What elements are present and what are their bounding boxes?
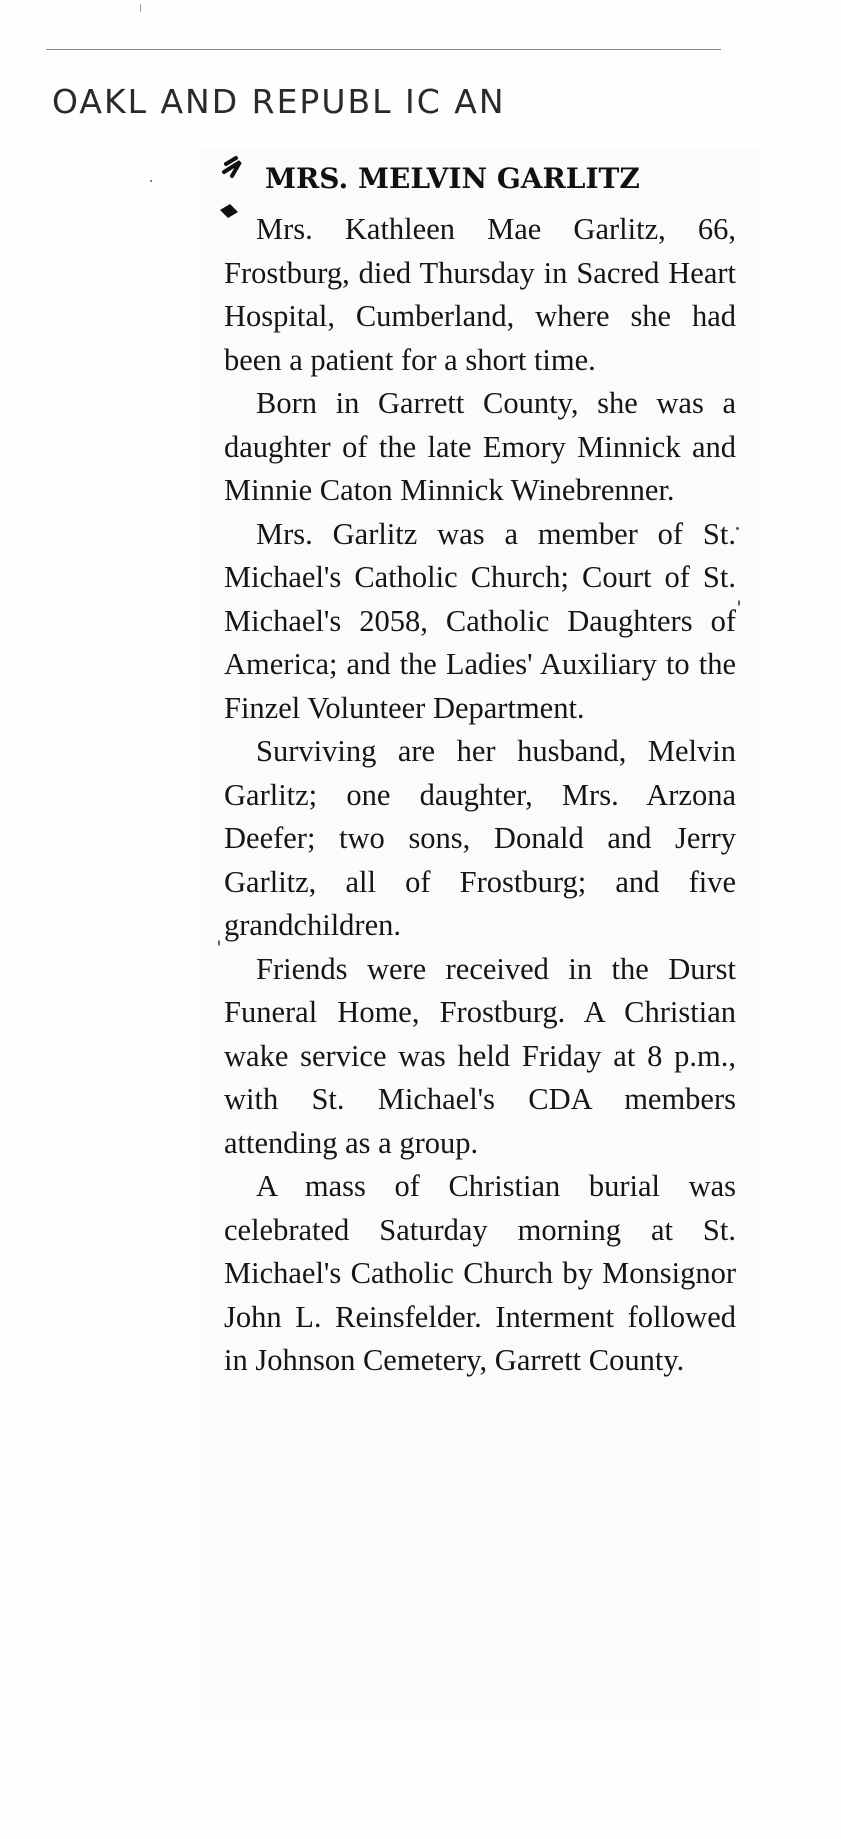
scan-speck <box>218 940 220 946</box>
newspaper-masthead: OAKL AND REPUBL IC AN <box>52 82 506 121</box>
obituary-body <box>224 208 736 1383</box>
scan-speck <box>150 180 152 182</box>
obituary-paragraph: Surviving are her husband, Melvin Garlitz; one daughter, Mrs. Arzona Deefer; two sons, Donald and Jerry Garlitz, all of Frostburg; and five grandchildren. <box>224 734 736 942</box>
obituary-paragraph: Mrs. Garlitz was a member of St. Michael's Catholic Church; Court of St. Michael's 2058, Catholic Daughters of America; and the Ladies' Auxiliary to the Finzel Volunteer Department. <box>224 516 736 725</box>
obituary-paragraph: Born in Garrett County, she was a daughter of the late Emory Minnick and Minnie Caton Minnick Winebrenner. <box>224 386 736 507</box>
obituary-paragraph: Friends were received in the Durst Funeral Home, Frostburg. A Christian wake service was held Friday at 8 p.m., with St. Michael's CDA members attending as a group. <box>224 951 736 1160</box>
scan-speck <box>736 527 739 530</box>
obituary-paragraph: Mrs. Kathleen Mae Garlitz, 66, Frostburg, died Thursday in Sacred Heart Hospital, Cumberland, where she had been a patient for a short time. <box>224 212 736 377</box>
scan-speck <box>738 600 740 606</box>
scan-mark <box>140 4 141 12</box>
top-rule <box>46 49 721 50</box>
obituary-headline: MRS. MELVIN GARLITZ <box>265 162 640 195</box>
obituary-paragraph: A mass of Christian burial was celebrated Saturday morning at St. Michael's Catholic Church by Monsignor John L. Reinsfelder. Interment followed in Johnson Cemetery, Garrett County. <box>224 1169 736 1377</box>
